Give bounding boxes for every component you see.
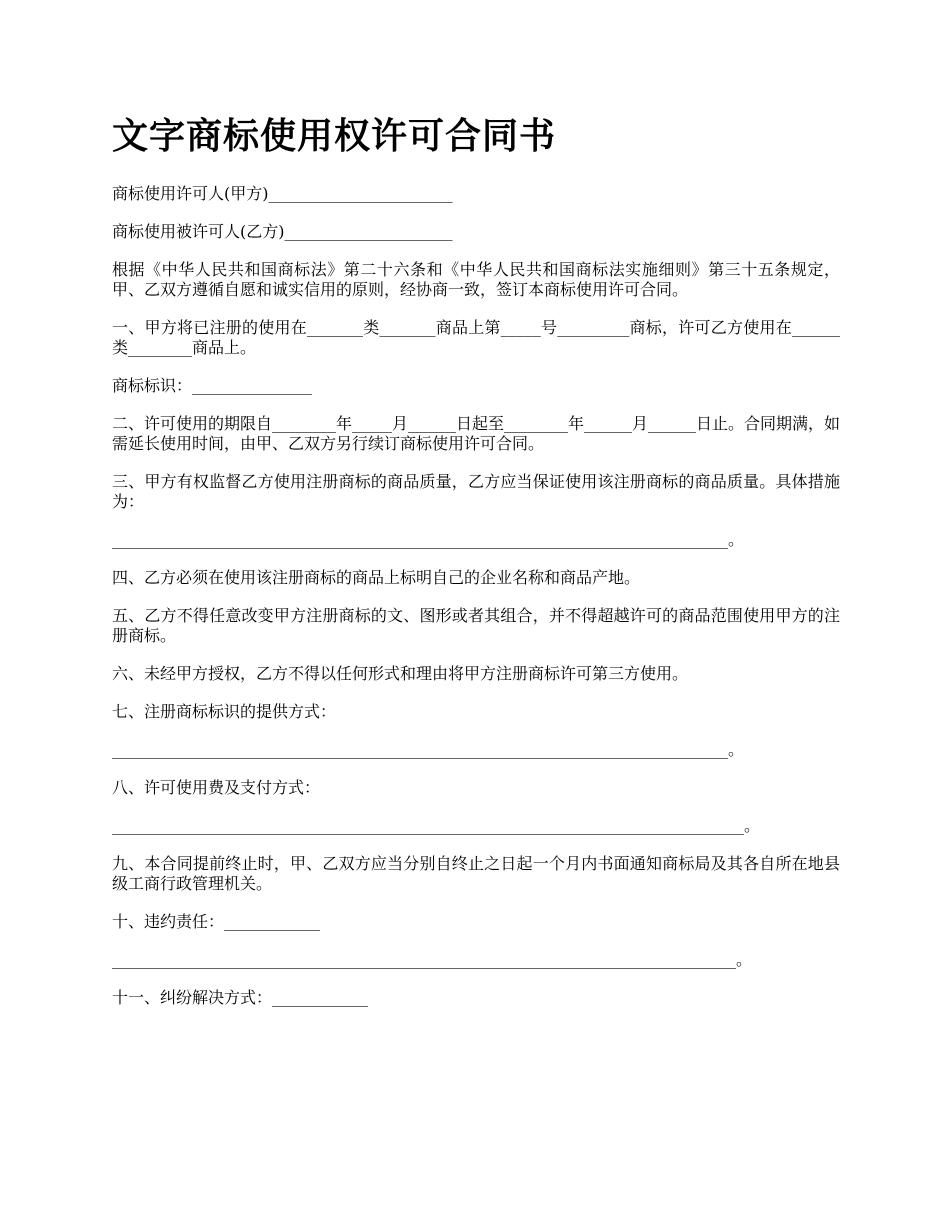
document-title: 文字商标使用权许可合同书 [112,115,557,157]
clause-1: 一、甲方将已注册的使用在_______类_______商品上第_____号_________商标，许可乙方使用在______类________商品上。 [112,318,840,357]
clause-8: 八、许可使用费及支付方式： [112,778,321,797]
clause-3: 三、甲方有权监督乙方使用注册商标的商品质量，乙方应当保证使用该注册商标的商品质量。具体措施为： [112,472,840,511]
clause-10: 十、违约责任：____________ [112,912,321,931]
document-page [112,110,840,1026]
clause-10-blank: ______________________________________________________________________________。 [112,950,752,969]
clause-4: 四、乙方必须在使用该注册商标的商品上标明自己的企业名称和商品产地。 [112,568,641,587]
licensor-line: 商标使用许可人(甲方)_______________________ [112,184,453,203]
clause-8-blank: _______________________________________________________________________________。 [112,816,760,835]
clause-5: 五、乙方不得任意改变甲方注册商标的文、图形或者其组合，并不得超越许可的商品范围使用甲方的注册商标。 [112,606,840,645]
clause-11: 十一、纠纷解决方式：____________ [112,988,369,1007]
clause-2: 二、许可使用的期限自________年_____月______日起至________年______月______日止。合同期满，如需延长使用时间，由甲、乙双方另行续订商标使用许可合同。 [112,414,841,453]
clause-3-blank: _____________________________________________________________________________。 [112,530,744,549]
clause-9: 九、本合同提前终止时，甲、乙双方应当分别自终止之日起一个月内书面通知商标局及其各自所在地县级工商行政管理机关。 [112,854,840,893]
trademark-mark-line: 商标标识：_______________ [112,376,313,395]
clause-7-blank: _____________________________________________________________________________。 [112,740,744,759]
licensee-line: 商标使用被许可人(乙方)_____________________ [112,222,453,241]
preamble-paragraph: 根据《中华人民共和国商标法》第二十六条和《中华人民共和国商标法实施细则》第三十五条规定，甲、乙双方遵循自愿和诚实信用的原则，经协商一致，签订本商标使用许可合同。 [112,260,840,299]
clause-6: 六、未经甲方授权，乙方不得以任何形式和理由将甲方注册商标许可第三方使用。 [112,664,689,683]
clause-7: 七、注册商标标识的提供方式： [112,702,337,721]
